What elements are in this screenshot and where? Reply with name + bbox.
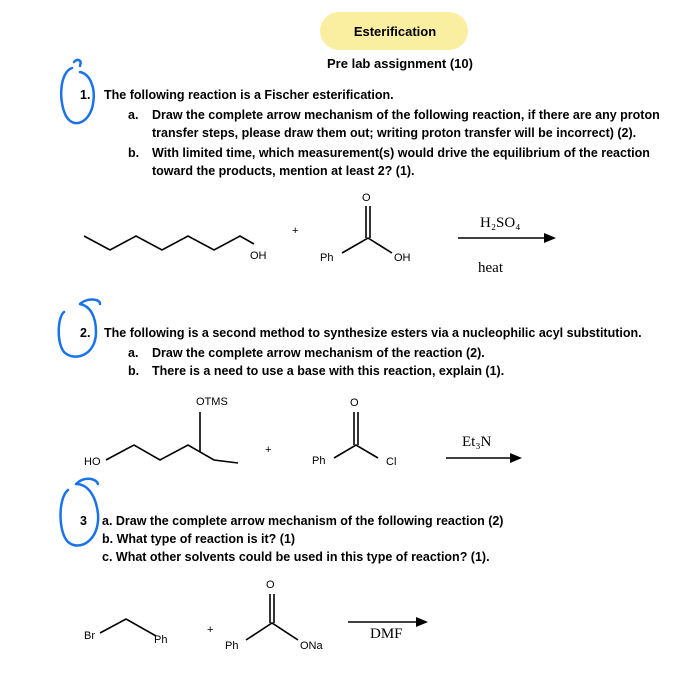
q2-a-text: Draw the complete arrow mechanism of the reaction (2). xyxy=(152,346,485,360)
q3-ph1: Ph xyxy=(154,634,168,646)
q1-a-line1: Draw the complete arrow mechanism of the following reaction, if there are any proton xyxy=(152,108,660,122)
page-title: Esterification xyxy=(353,24,437,39)
q2-text: The following is a second method to synthesize esters via a nucleophilic acyl substitution. xyxy=(104,326,642,340)
q3-sodium-benzoate-skeleton xyxy=(246,623,298,640)
q1-b-label: b. xyxy=(128,146,140,160)
q1-acid-oh: OH xyxy=(394,252,411,264)
q1-a-line2: transfer steps, please draw them out; writing proton transfer will be incorrect) (2). xyxy=(152,126,637,140)
q1-reagent: H₂SO₄ xyxy=(480,215,521,231)
q3-number: 3 xyxy=(80,514,87,528)
q1-b-line1: With limited time, which measurement(s) would drive the equilibrium of the reaction xyxy=(152,146,650,160)
q1-condition: heat xyxy=(478,260,503,276)
q2-ho: HO xyxy=(84,456,101,468)
q3-ona: ONa xyxy=(300,640,323,652)
q3-solvent: DMF xyxy=(370,626,403,642)
page-subtitle: Pre lab assignment (10) xyxy=(327,56,473,71)
q3-a-text: a. Draw the complete arrow mechanism of the following reaction (2) xyxy=(102,514,504,528)
q1-number: 1. xyxy=(80,88,91,102)
q3-ph2: Ph xyxy=(225,640,239,652)
q3-c-text: c. What other solvents could be used in this type of reaction? (1). xyxy=(102,550,490,564)
q2-cl: Cl xyxy=(386,456,397,468)
q3-b-text: b. What type of reaction is it? (1) xyxy=(102,532,296,546)
q2-a-label: a. xyxy=(128,346,139,360)
q2-o: O xyxy=(350,397,359,409)
q1-text: The following reaction is a Fischer esterification. xyxy=(104,88,394,102)
q1-acid-o: O xyxy=(362,192,371,204)
q2-number: 2. xyxy=(80,326,91,340)
q2-b-text: There is a need to use a base with this reaction, explain (1). xyxy=(152,364,505,378)
q2-otms: OTMS xyxy=(196,396,228,408)
q2-reagent: Et₃N xyxy=(462,434,492,450)
q1-plus: + xyxy=(292,225,299,237)
q2-plus: + xyxy=(265,444,272,456)
q1-a-label: a. xyxy=(128,108,139,122)
q2-b-label: b. xyxy=(128,364,140,378)
q3-arrowhead xyxy=(416,617,428,627)
q1-acid-ph: Ph xyxy=(320,252,334,264)
q1-b-line2: toward the products, mention at least 2? (1). xyxy=(152,164,415,178)
q3-br: Br xyxy=(84,630,95,642)
q3-o: O xyxy=(266,579,275,591)
q1-alcohol-oh: OH xyxy=(250,250,267,262)
q3-benzyl-bromide-skeleton xyxy=(100,619,156,636)
q2-ph: Ph xyxy=(312,455,326,467)
q3-plus: + xyxy=(207,624,214,636)
